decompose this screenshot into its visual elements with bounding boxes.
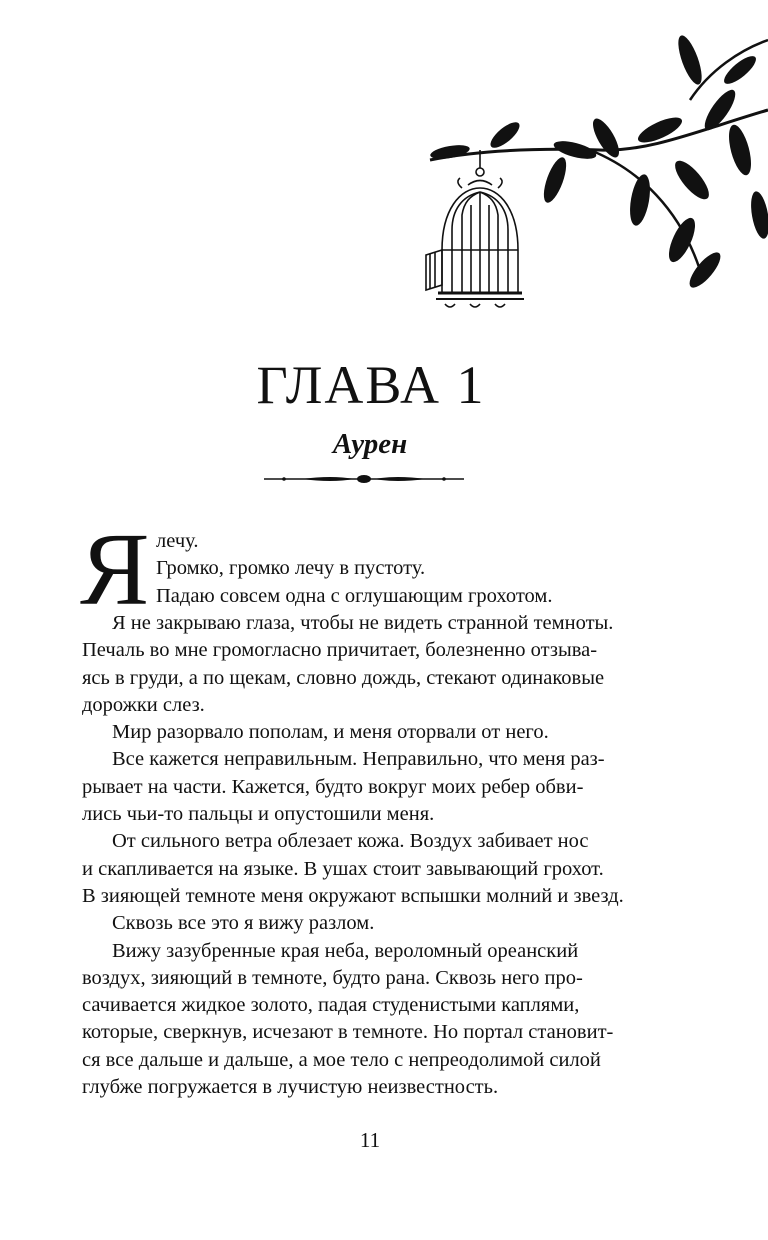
- paragraph: [82, 910, 656, 937]
- text-line: Печаль во мне громогласно причитает, болезненно отзыва-: [82, 639, 598, 662]
- text-line: которые, сверкнув, исчезают в темноте. Но портал становит-: [82, 1021, 614, 1044]
- text-line: Вижу зазубренные края неба, вероломный ореанский: [112, 939, 579, 962]
- text-line: ся все дальше и дальше, а мое тело с непреодолимой силой: [82, 1048, 601, 1071]
- paragraph: [82, 938, 656, 1102]
- chapter-text: [80, 512, 656, 1101]
- text-line: глубже погружается в лучистую неизвестность.: [82, 1076, 499, 1099]
- paragraph: [82, 746, 656, 828]
- opening-line: лечу.: [156, 530, 199, 552]
- text-line: воздух, зияющий в темноте, будто рана. Сквозь него про-: [82, 966, 583, 989]
- chapter-subtitle: Аурен: [332, 428, 408, 460]
- drop-cap: Я: [80, 512, 150, 627]
- text-line: дорожки слез.: [82, 693, 205, 716]
- text-line: рывает на части. Кажется, будто вокруг моих ребер обви-: [82, 775, 584, 798]
- text-line: сачивается жидкое золото, падая студенистыми каплями,: [82, 994, 580, 1017]
- text-line: Мир разорвало пополам, и меня оторвали от него.: [112, 721, 549, 744]
- text-line: От сильного ветра облезает кожа. Воздух забивает нос: [112, 830, 589, 853]
- text-line: Я не закрываю глаза, чтобы не видеть странной темноты.: [112, 612, 614, 634]
- text-line: и скапливается на языке. В ушах стоит завывающий грохот.: [82, 857, 604, 880]
- text-line: В зияющей темноте меня окружают вспышки молний и звезд.: [82, 884, 624, 907]
- paragraph: [82, 610, 656, 719]
- branch-birdcage-illustration: [0, 0, 768, 320]
- page-number: 11: [359, 1128, 381, 1152]
- opening-line: Громко, громко лечу в пустоту.: [156, 557, 426, 580]
- paragraph: [82, 719, 656, 746]
- text-line: ясь в груди, а по щекам, словно дождь, стекают одинаковые: [82, 666, 605, 689]
- opening-line: Падаю совсем одна с оглушающим грохотом.: [156, 584, 553, 607]
- text-line: лись чьи-то пальцы и опустошили меня.: [82, 803, 435, 826]
- flourish-divider: [262, 470, 466, 488]
- text-line: Все кажется неправильным. Неправильно, что меня раз-: [112, 748, 605, 771]
- text-line: Сквозь все это я вижу разлом.: [112, 912, 375, 935]
- paragraph: [82, 828, 656, 910]
- chapter-title: ГЛАВА 1: [256, 355, 486, 415]
